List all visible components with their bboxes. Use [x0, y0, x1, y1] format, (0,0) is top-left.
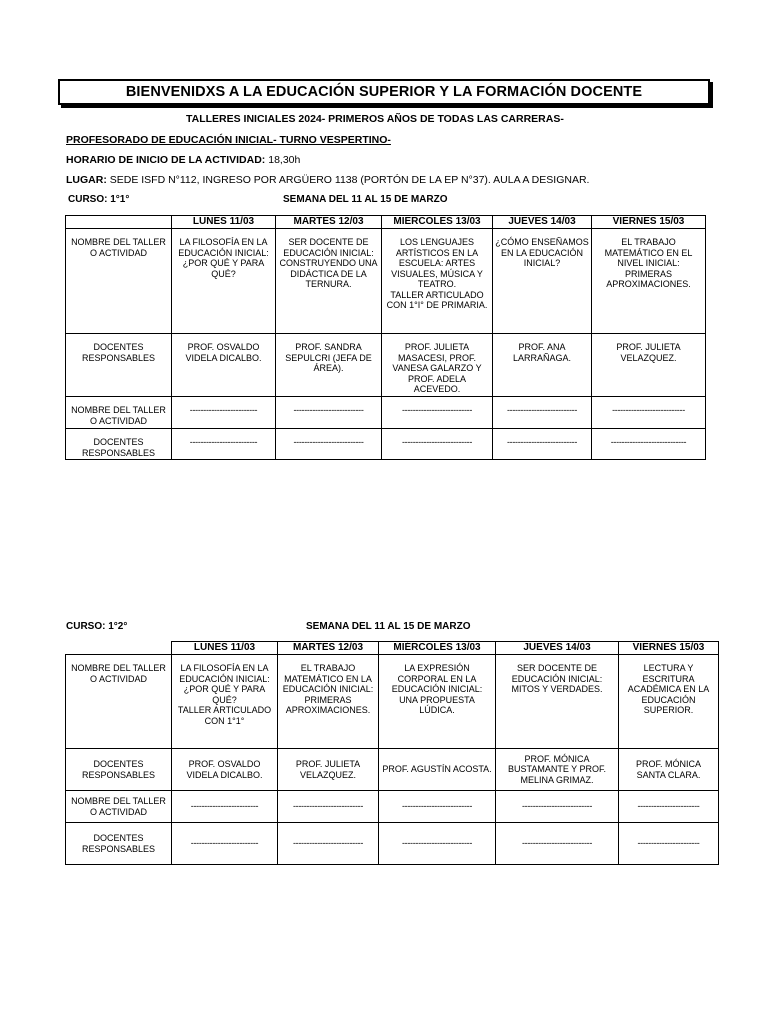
row-label-docentes: DOCENTES RESPONSABLES: [66, 429, 172, 460]
row-label-docentes: DOCENTES RESPONSABLES: [66, 749, 172, 791]
day-header: LUNES 11/03: [172, 642, 278, 655]
taller-cell: LA EXPRESIÓN CORPORAL EN LA EDUCACIÓN INICIAL: UNA PROPUESTA LÚDICA.: [379, 655, 496, 749]
row-label-docentes: DOCENTES RESPONSABLES: [66, 334, 172, 397]
empty-cell: --------------------------: [493, 429, 592, 460]
table-row: [66, 429, 706, 460]
schedule-table-2: [65, 641, 719, 865]
docente-cell: PROF. JULIETA VELAZQUEZ.: [278, 749, 379, 791]
taller-text: LA FILOSOFÍA EN LA EDUCACIÓN INICIAL: ¿POR QUÉ Y PARA QUÉ?: [179, 663, 270, 705]
horario-label: HORARIO DE INICIO DE LA ACTIVIDAD:: [66, 154, 266, 166]
docente-cell: PROF. OSVALDO VIDELA DICALBO.: [172, 749, 278, 791]
table-row: [66, 655, 719, 749]
lugar-value: SEDE ISFD N°112, INGRESO POR ARGÜERO 1138 (PORTÓN DE LA EP N°37). AULA A DESIGNAR.: [106, 174, 590, 186]
day-header: MARTES 12/03: [278, 642, 379, 655]
empty-cell: -------------------------: [172, 791, 278, 823]
table-header-row: [66, 216, 706, 229]
empty-cell: --------------------------: [278, 791, 379, 823]
course-2-label: CURSO: 1°2°: [66, 621, 128, 632]
taller-cell: LECTURA Y ESCRITURA ACADÉMICA EN LA EDUCACIÓN SUPERIOR.: [619, 655, 719, 749]
docente-cell: PROF. OSVALDO VIDELA DICALBO.: [172, 334, 276, 397]
docente-cell: PROF. AGUSTÍN ACOSTA.: [379, 749, 496, 791]
taller-cell: SER DOCENTE DE EDUCACIÓN INICIAL: MITOS Y VERDADES.: [496, 655, 619, 749]
empty-cell: -------------------------: [172, 823, 278, 865]
row-label-taller: NOMBRE DEL TALLER O ACTIVIDAD: [66, 655, 172, 749]
course-1-label: CURSO: 1°1°: [68, 194, 130, 205]
table-row: [66, 397, 706, 429]
horario-value: 18,30h: [265, 154, 301, 166]
docente-cell: PROF. ANA LARRAÑAGA.: [493, 334, 592, 397]
docente-cell: PROF. MÓNICA BUSTAMANTE Y PROF. MELINA GRIMAZ.: [496, 749, 619, 791]
row-label-docentes: DOCENTES RESPONSABLES: [66, 823, 172, 865]
row-label-taller: NOMBRE DEL TALLER O ACTIVIDAD: [66, 229, 172, 334]
taller-cell: EL TRABAJO MATEMÁTICO EN EL NIVEL INICIAL: PRIMERAS APROXIMACIONES.: [592, 229, 706, 334]
empty-cell: --------------------------: [496, 823, 619, 865]
empty-cell: -------------------------: [172, 397, 276, 429]
day-header: JUEVES 14/03: [496, 642, 619, 655]
empty-cell: ----------------------------: [592, 429, 706, 460]
taller-cell: ¿CÓMO ENSEÑAMOS EN LA EDUCACIÓN INICIAL?: [493, 229, 592, 334]
empty-cell: --------------------------: [493, 397, 592, 429]
taller-cell: SER DOCENTE DE EDUCACIÓN INICIAL: CONSTRUYENDO UNA DIDÁCTICA DE LA TERNURA.: [276, 229, 382, 334]
empty-cell: -------------------------: [172, 429, 276, 460]
empty-cell: --------------------------: [278, 823, 379, 865]
taller-cell: [382, 229, 493, 334]
taller-extra-text: TALLER ARTICULADO CON 1°I° DE PRIMARIA.: [386, 289, 488, 310]
empty-cell: ---------------------------: [592, 397, 706, 429]
row-label-taller: NOMBRE DEL TALLER O ACTIVIDAD: [66, 791, 172, 823]
taller-cell: LA FILOSOFÍA EN LA EDUCACIÓN INICIAL: ¿POR QUÉ Y PARA QUÉ?: [172, 229, 276, 334]
docente-cell: PROF. MÓNICA SANTA CLARA.: [619, 749, 719, 791]
table-row: [66, 823, 719, 865]
taller-cell: [172, 655, 278, 749]
day-header: MIERCOLES 13/03: [382, 216, 493, 229]
empty-cell: --------------------------: [276, 397, 382, 429]
day-header: LUNES 11/03: [172, 216, 276, 229]
day-header: VIERNES 15/03: [592, 216, 706, 229]
day-header: MIÉRCOLES 13/03: [379, 642, 496, 655]
blank-header-cell: [66, 216, 172, 229]
program-name: PROFESORADO DE EDUCACIÓN INICIAL- TURNO VESPERTINO-: [66, 134, 391, 146]
docente-cell: PROF. JULIETA VELAZQUEZ.: [592, 334, 706, 397]
empty-cell: --------------------------: [496, 791, 619, 823]
empty-cell: --------------------------: [276, 429, 382, 460]
table-row: [66, 334, 706, 397]
empty-cell: --------------------------: [379, 823, 496, 865]
subtitle: TALLERES INICIALES 2024- PRIMEROS AÑOS DE TODAS LAS CARRERAS-: [186, 113, 564, 125]
week-1-label: SEMANA DEL 11 AL 15 DE MARZO: [283, 194, 448, 205]
lugar-label: LUGAR:: [66, 174, 107, 186]
docente-cell: PROF. JULIETA MASACESI, PROF. VANESA GALARZO Y PROF. ADELA ACEVEDO.: [382, 334, 493, 397]
page-title: BIENVENIDXS A LA EDUCACIÓN SUPERIOR Y LA FORMACIÓN DOCENTE: [58, 79, 710, 105]
empty-cell: -----------------------: [619, 823, 719, 865]
schedule-table-1: [65, 215, 706, 460]
day-header: JUEVES 14/03: [493, 216, 592, 229]
empty-cell: -----------------------: [619, 791, 719, 823]
horario-line: [66, 154, 300, 166]
week-2-label: SEMANA DEL 11 AL 15 DE MARZO: [306, 621, 471, 632]
table-row: [66, 749, 719, 791]
table-row: [66, 229, 706, 334]
lugar-line: [66, 174, 589, 186]
taller-cell: EL TRABAJO MATEMÁTICO EN LA EDUCACIÓN INICIAL: PRIMERAS APROXIMACIONES.: [278, 655, 379, 749]
day-header: VIERNES 15/03: [619, 642, 719, 655]
table-row: [66, 791, 719, 823]
empty-cell: --------------------------: [382, 429, 493, 460]
blank-header-cell: [66, 642, 172, 655]
empty-cell: --------------------------: [379, 791, 496, 823]
day-header: MARTES 12/03: [276, 216, 382, 229]
table-header-row: [66, 642, 719, 655]
taller-extra-text: TALLER ARTICULADO CON 1°1°: [177, 705, 272, 726]
empty-cell: --------------------------: [382, 397, 493, 429]
row-label-taller: NOMBRE DEL TALLER O ACTIVIDAD: [66, 397, 172, 429]
docente-cell: PROF. SANDRA SEPULCRI (JEFA DE ÁREA).: [276, 334, 382, 397]
taller-text: LOS LENGUAJES ARTÍSTICOS EN LA ESCUELA: ARTES VISUALES, MÚSICA Y TEATRO.: [391, 237, 483, 289]
